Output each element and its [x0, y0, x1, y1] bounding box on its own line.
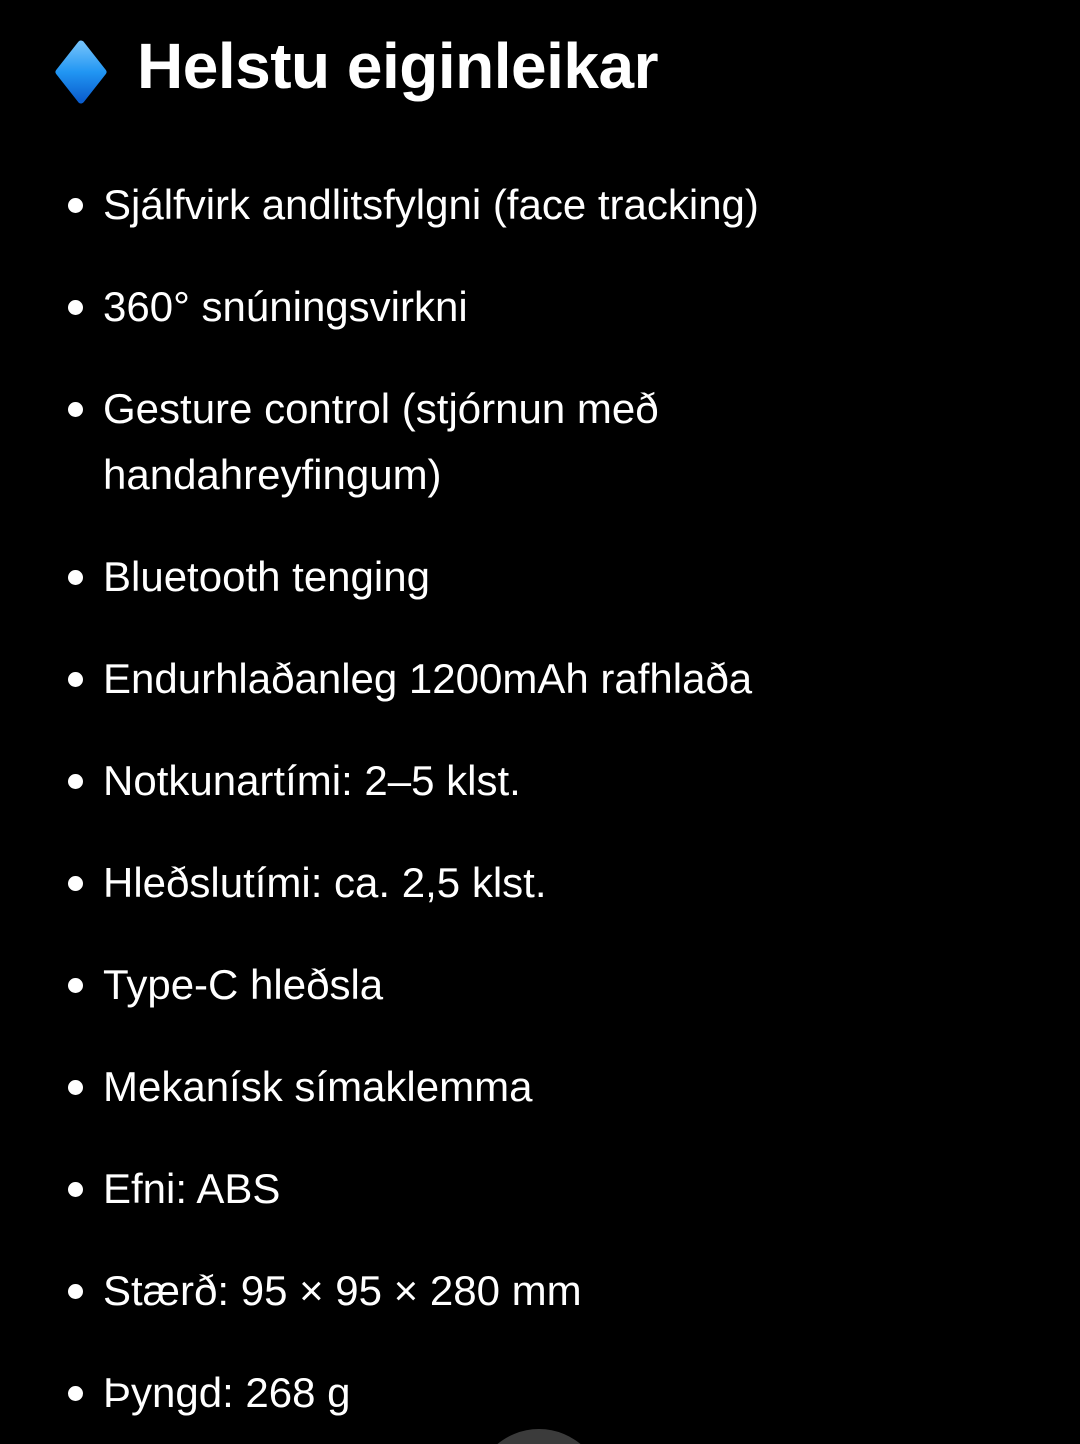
feature-text: Mekanísk símaklemma: [103, 1063, 533, 1110]
feature-item: [68, 172, 865, 238]
bullet-icon: [68, 1182, 83, 1197]
feature-item: [68, 376, 865, 508]
scroll-down-button[interactable]: [474, 1429, 604, 1444]
bullet-icon: [68, 1386, 83, 1401]
features-list: [0, 104, 1080, 1426]
bullet-icon: [68, 402, 83, 417]
feature-item: [68, 748, 865, 814]
bullet-icon: [68, 774, 83, 789]
feature-text: Endurhlaðanleg 1200mAh rafhlaða: [103, 655, 753, 702]
bullet-icon: [68, 570, 83, 585]
bullet-icon: [68, 300, 83, 315]
bullet-icon: [68, 1284, 83, 1299]
feature-text: Sjálfvirk andlitsfylgni (face tracking): [103, 181, 759, 228]
bullet-icon: [68, 978, 83, 993]
bullet-icon: [68, 1080, 83, 1095]
feature-text: Type-C hleðsla: [103, 961, 384, 1008]
feature-item: [68, 1360, 865, 1426]
feature-item: [68, 850, 865, 916]
section-header: [0, 0, 1080, 104]
feature-text: Bluetooth tenging: [103, 553, 430, 600]
bullet-icon: [68, 876, 83, 891]
feature-item: [68, 1156, 865, 1222]
feature-text: Hleðslutími: ca. 2,5 klst.: [103, 859, 547, 906]
feature-item: [68, 274, 865, 340]
feature-text: 360° snúningsvirkni: [103, 283, 468, 330]
feature-item: [68, 1054, 865, 1120]
feature-item: [68, 952, 865, 1018]
feature-text: Notkunartími: 2–5 klst.: [103, 757, 521, 804]
feature-text: Stærð: 95 × 95 × 280 mm: [103, 1267, 582, 1314]
feature-text: Gesture control (stjórnun með handahreyfingum): [103, 385, 659, 498]
bullet-icon: [68, 672, 83, 687]
feature-item: [68, 1258, 865, 1324]
section-title: Helstu eiginleikar: [137, 30, 658, 102]
feature-text: Efni: ABS: [103, 1165, 281, 1212]
feature-item: [68, 544, 865, 610]
bullet-icon: [68, 198, 83, 213]
feature-text: Þyngd: 268 g: [103, 1369, 351, 1416]
feature-item: [68, 646, 865, 712]
blue-diamond-icon: [55, 40, 107, 104]
